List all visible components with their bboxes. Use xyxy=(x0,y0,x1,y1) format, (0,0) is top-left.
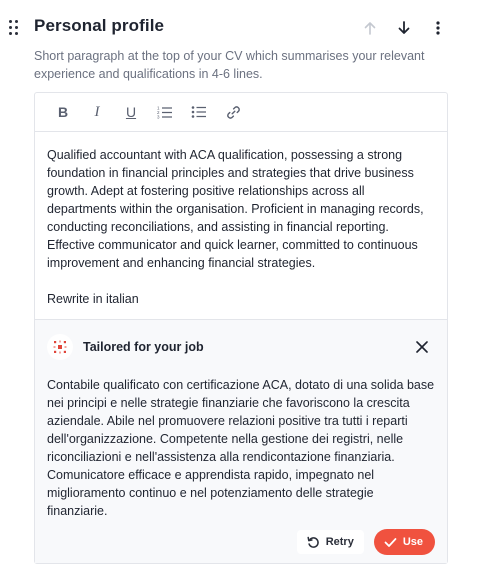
svg-text:2: 2 xyxy=(157,110,160,115)
ordered-list-icon xyxy=(157,105,173,119)
section-title: Personal profile xyxy=(34,16,165,35)
italic-button[interactable]: I xyxy=(94,103,100,120)
arrow-down-icon xyxy=(398,21,410,35)
profile-paragraph: Qualified accountant with ACA qualification, possessing a strong foundation in financial principles and strategies that drive business growth. Adept at fostering positive relationships across all departments within the organisation. Proficient in managing records, conducting reconciliations, and assisting in financial reporting. Effective communicator and quick learner, committed to continuous improvement and enhancing financial strategies. xyxy=(47,148,424,270)
section-actions xyxy=(360,17,448,39)
check-icon xyxy=(384,537,397,548)
move-down-button[interactable] xyxy=(394,17,414,39)
rich-text-editor xyxy=(34,92,448,564)
ai-panel-title: Tailored for your job xyxy=(83,340,204,354)
ai-suggestion-text: Contabile qualificato con certificazione ACA, dotato di una solida base nei principi e nelle strategie finanziarie che favoriscono la crescita aziendale. Abile nel promuovere relazioni positive tra tutti i reparti dell'organizzazione. Competente nella gestione dei registri, nelle riconciliazioni e nell'assistenza alla rendicontazione finanziaria. Comunicatore efficace e apprendista rapido, impegnato nel miglioramento continuo e nel potenziamento delle strategie finanziarie. xyxy=(47,378,435,518)
link-button[interactable] xyxy=(223,102,243,122)
more-options-button[interactable] xyxy=(428,17,448,39)
svg-text:1: 1 xyxy=(157,105,160,111)
close-icon xyxy=(416,341,428,353)
ai-suggestion-panel xyxy=(35,319,447,563)
ai-prompt-text: Rewrite in italian xyxy=(47,292,139,306)
use-label: Use xyxy=(402,536,423,548)
use-button[interactable] xyxy=(374,529,435,555)
bold-button[interactable]: B xyxy=(57,104,69,120)
drag-handle-icon[interactable] xyxy=(9,20,21,36)
ordered-list-button[interactable] xyxy=(155,102,175,122)
retry-icon xyxy=(307,536,320,549)
ai-panel-header xyxy=(47,334,204,360)
ai-actions xyxy=(297,529,435,555)
close-ai-panel-button[interactable] xyxy=(411,336,433,358)
arrow-up-icon xyxy=(364,21,376,35)
editor-toolbar xyxy=(35,93,447,132)
bullet-list-icon xyxy=(191,105,207,119)
retry-button[interactable] xyxy=(297,530,364,554)
move-up-button[interactable] xyxy=(360,17,380,39)
retry-label: Retry xyxy=(325,536,354,548)
link-icon xyxy=(226,105,241,120)
ai-sparkle-icon xyxy=(47,334,73,360)
more-vertical-icon xyxy=(436,21,440,35)
svg-text:3: 3 xyxy=(157,114,160,119)
bullet-list-button[interactable] xyxy=(189,102,209,122)
section-description: Short paragraph at the top of your CV which summarises your relevant experience and qualifications in 4-6 lines. xyxy=(34,49,425,81)
editor-content[interactable] xyxy=(35,132,447,318)
underline-button[interactable]: U xyxy=(125,104,137,120)
